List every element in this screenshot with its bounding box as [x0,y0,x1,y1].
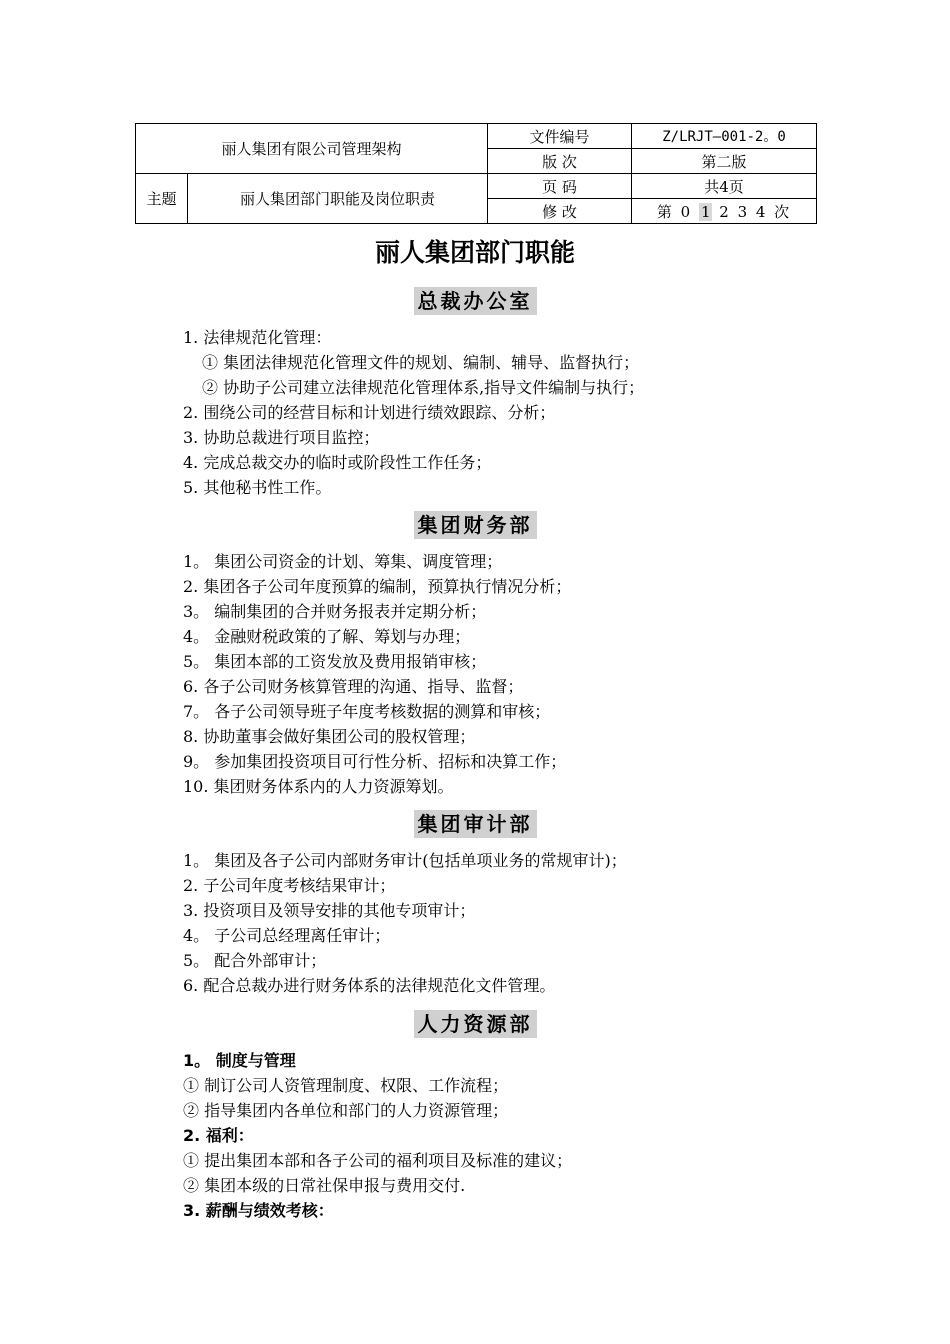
list-item: 1。 集团公司资金的计划、筹集、调度管理； [183,552,503,571]
version-label: 版 次 [488,149,632,174]
list-item: 5。 集团本部的工资发放及费用报销审核； [183,652,487,671]
list-item-heading: 3. 薪酬与绩效考核： [183,1201,334,1220]
revision-value [632,199,817,224]
section-title-text: 集团审计部 [414,810,537,838]
section-title-text: 总裁办公室 [414,287,537,315]
list-item: 6. 配合总裁办进行财务体系的法律规范化文件管理。 [183,976,556,995]
section-title-president-office [0,287,950,317]
list-item: 5. 其他秘书性工作。 [183,478,332,497]
list-item: 3. 投资项目及领导安排的其他专项审计； [183,901,476,920]
list-item: 7。 各子公司领导班子年度考核数据的测算和审核； [183,702,551,721]
section-title-text: 集团财务部 [414,511,537,539]
section-title-hr [0,1010,950,1040]
revision-current: 1 [700,202,711,221]
doc-no-label: 文件编号 [488,124,632,149]
list-item: 8. 协助董事会做好集团公司的股权管理； [183,727,476,746]
list-item: 6. 各子公司财务核算管理的沟通、指导、监督； [183,677,524,696]
list-item: ② 集团本级的日常社保申报与费用交付. [183,1176,466,1195]
list-item: 4. 完成总裁交办的临时或阶段性工作任务； [183,453,492,472]
list-item: ② 指导集团内各单位和部门的人力资源管理； [183,1101,509,1120]
list-item: 4。 金融财税政策的了解、筹划与办理； [183,627,471,646]
list-item: 3. 协助总裁进行项目监控； [183,428,380,447]
subject-value: 丽人集团部门职能及岗位职责 [188,174,488,224]
list-item: ① 提出集团本部和各子公司的福利项目及标准的建议； [183,1151,573,1170]
list-item: 2. 集团各子公司年度预算的编制，预算执行情况分析； [183,577,572,596]
page-label: 页 码 [488,174,632,199]
section-list-audit [183,848,627,998]
list-item: 9。 参加集团投资项目可行性分析、招标和决算工作； [183,752,567,771]
list-item: 1. 法律规范化管理： [183,328,332,347]
company-title: 丽人集团有限公司管理架构 [136,124,488,174]
subject-label: 主题 [136,174,188,224]
list-item: ② 协助子公司建立法律规范化管理体系,指导文件编制与执行； [202,378,645,397]
version-value: 第二版 [632,149,817,174]
list-item-heading: 2. 福利： [183,1126,254,1145]
list-item: ① 制订公司人资管理制度、权限、工作流程； [183,1076,509,1095]
list-item: 1。 集团及各子公司内部财务审计(包括单项业务的常规审计)； [183,851,627,870]
revision-prefix: 第 0 [656,202,699,221]
page-value: 共4页 [632,174,817,199]
section-title-finance [0,511,950,541]
section-title-text: 人力资源部 [414,1010,537,1038]
document-header-table [135,123,817,224]
revision-label: 修 改 [488,199,632,224]
list-item: 3。 编制集团的合并财务报表并定期分析； [183,602,487,621]
section-list-hr [183,1048,572,1223]
doc-no-value: Z/LRJT—001-2。0 [632,124,817,149]
list-item: 10. 集团财务体系内的人力资源筹划。 [183,777,454,796]
section-list-president-office [183,325,644,500]
list-item: 5。 配合外部审计； [183,951,327,970]
section-list-finance [183,549,571,799]
revision-suffix: 2 3 4 次 [712,202,792,221]
list-item: 2. 围绕公司的经营目标和计划进行绩效跟踪、分析； [183,403,556,422]
list-item: 4。 子公司总经理离任审计； [183,926,391,945]
section-title-audit [0,810,950,840]
page-title: 丽人集团部门职能 [374,238,575,267]
list-item: 2. 子公司年度考核结果审计； [183,876,396,895]
list-item: ① 集团法律规范化管理文件的规划、编制、辅导、监督执行； [202,353,640,372]
list-item-heading: 1。 制度与管理 [183,1051,296,1070]
